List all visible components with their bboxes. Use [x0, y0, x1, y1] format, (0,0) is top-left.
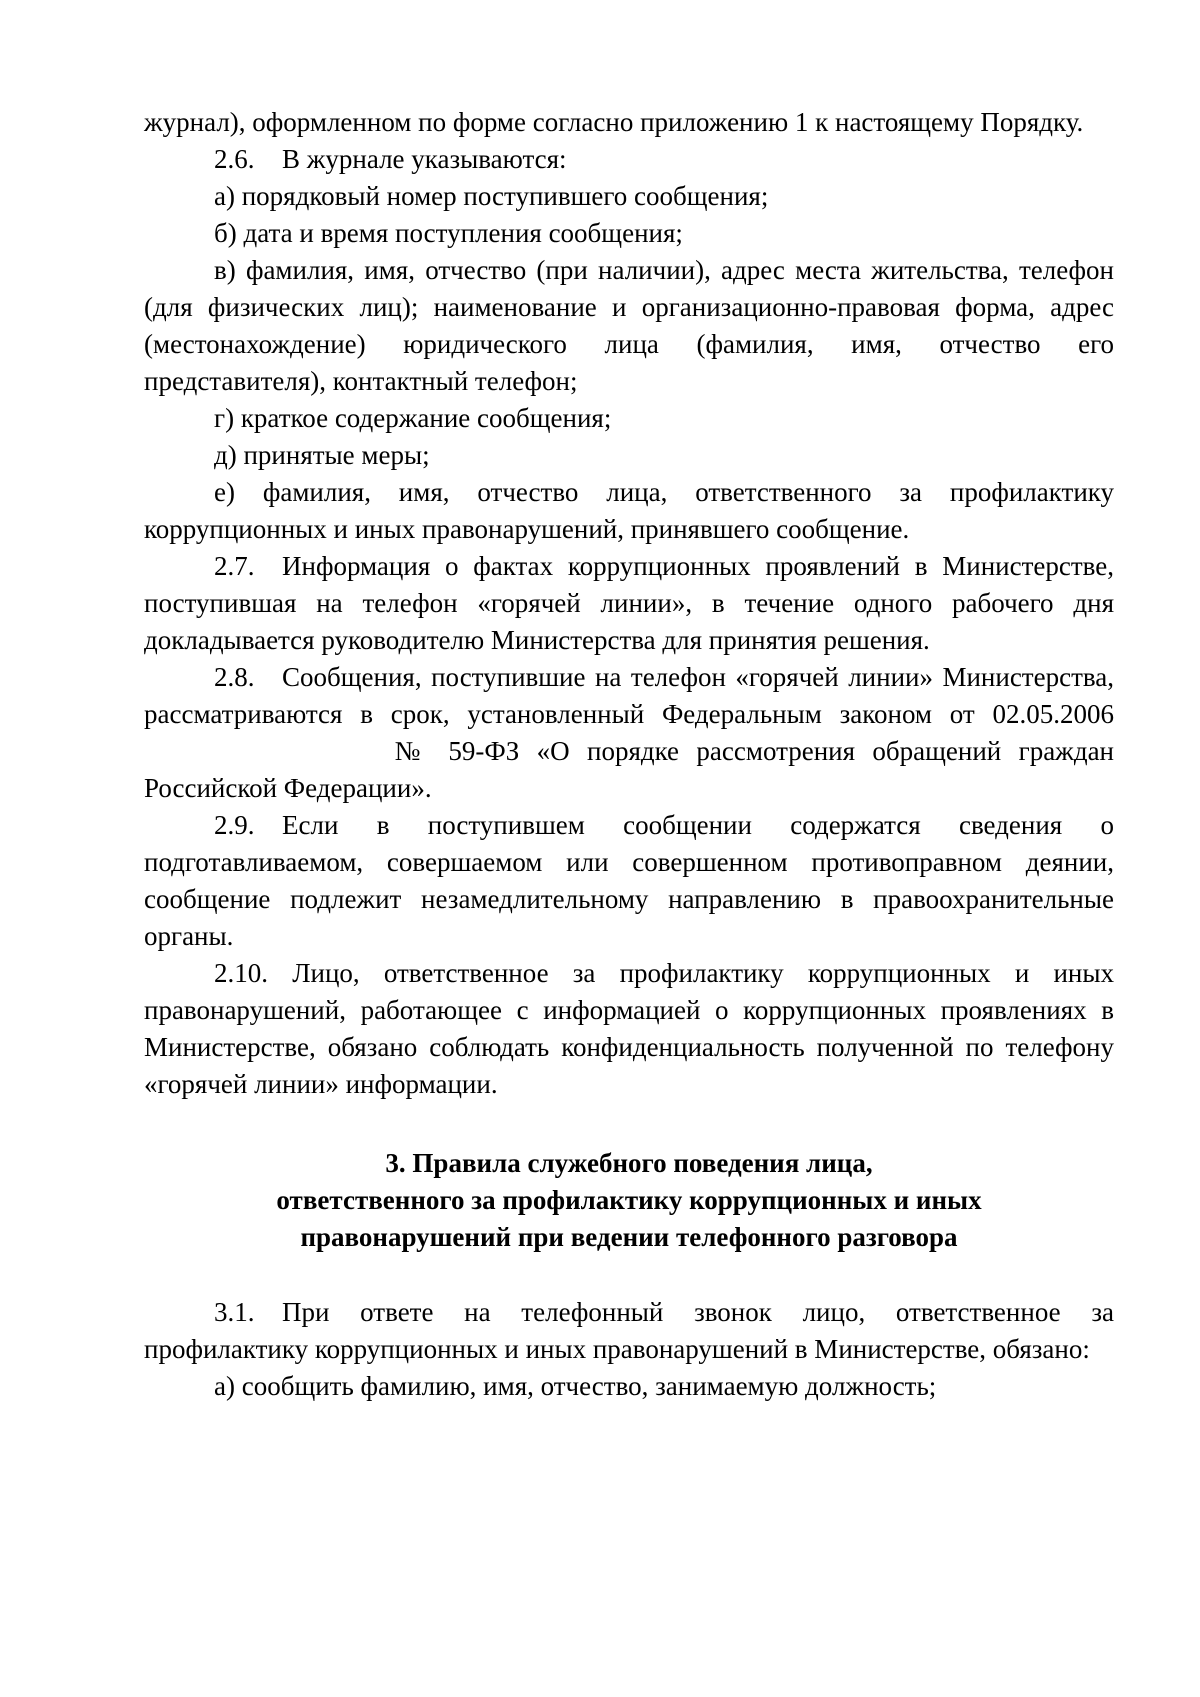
clause-number: 2.9. [214, 810, 255, 840]
clause-number: 2.6. [214, 144, 255, 174]
paragraph-2-8 [144, 659, 1114, 807]
list-item-e: е) фамилия, имя, отчество лица, ответственного за профилактику коррупционных и иных правонарушений, принявшего сообщение. [144, 477, 1114, 544]
list-item-a-3-1: а) сообщить фамилию, имя, отчество, занимаемую должность; [214, 1371, 937, 1401]
paragraph-2-10: 2.10. Лицо, ответственное за профилактику коррупционных и иных правонарушений, работающее с информацией о коррупционных проявлениях в Министерстве, обязано соблюдать конфиденциальность полученной по телефону «горячей линии» информации. [144, 958, 1114, 1099]
paragraph-3-1 [144, 1294, 1114, 1368]
paragraph-2-6 [144, 141, 1114, 178]
heading-line-2: ответственного за профилактику коррупционных и иных [276, 1185, 982, 1215]
list-item-g: г) краткое содержание сообщения; [214, 403, 612, 433]
document-page [144, 104, 1114, 1405]
clause-number: 3.1. [214, 1297, 255, 1327]
clause-number: 2.7. [214, 551, 255, 581]
section-heading [144, 1145, 1114, 1256]
list-item-v: в) фамилия, имя, отчество (при наличии), адрес места жительства, телефон (для физических лиц); наименование и организационно-правовая форма, адрес (местонахождение) юридического лица (фамилия, имя, отчество его представителя), контактный телефон; [144, 255, 1114, 396]
heading-line-3: правонарушений при ведении телефонного разговора [300, 1222, 958, 1252]
clause-text: В журнале указываются: [282, 144, 567, 174]
list-item-a: а) порядковый номер поступившего сообщения; [214, 181, 769, 211]
clause-text: Если в поступившем сообщении содержатся сведения о подготавливаемом, совершаемом или совершенном противоправном деянии, сообщение подлежит незамедлительному направлению в правоохранительные органы. [144, 810, 1114, 951]
list-item-d: д) принятые меры; [214, 440, 430, 470]
clause-text: Сообщения, поступившие на телефон «горячей линии» Министерства, рассматриваются в срок, установленный Федеральным законом от 02.05.2006 [144, 662, 1114, 729]
clause-text: При ответе на телефонный звонок лицо, ответственное за профилактику коррупционных и иных правонарушений в Министерстве, обязано: [144, 1297, 1114, 1364]
list-item-b: б) дата и время поступления сообщения; [214, 218, 683, 248]
clause-number: 2.8. [214, 662, 255, 692]
paragraph-journal-form: журнал), оформленном по форме согласно приложению 1 к настоящему Порядку. [144, 107, 1084, 137]
clause-text: Информация о фактах коррупционных проявлений в Министерстве, поступившая на телефон «горячей линии», в течение одного рабочего дня докладывается руководителю Министерства для принятия решения. [144, 551, 1114, 655]
paragraph-2-7 [144, 548, 1114, 659]
heading-line-1: 3. Правила служебного поведения лица, [385, 1148, 873, 1178]
clause-text-cont: № 59-ФЗ «О порядке рассмотрения обращений граждан Российской Федерации». [144, 736, 1114, 803]
paragraph-2-9 [144, 807, 1114, 955]
